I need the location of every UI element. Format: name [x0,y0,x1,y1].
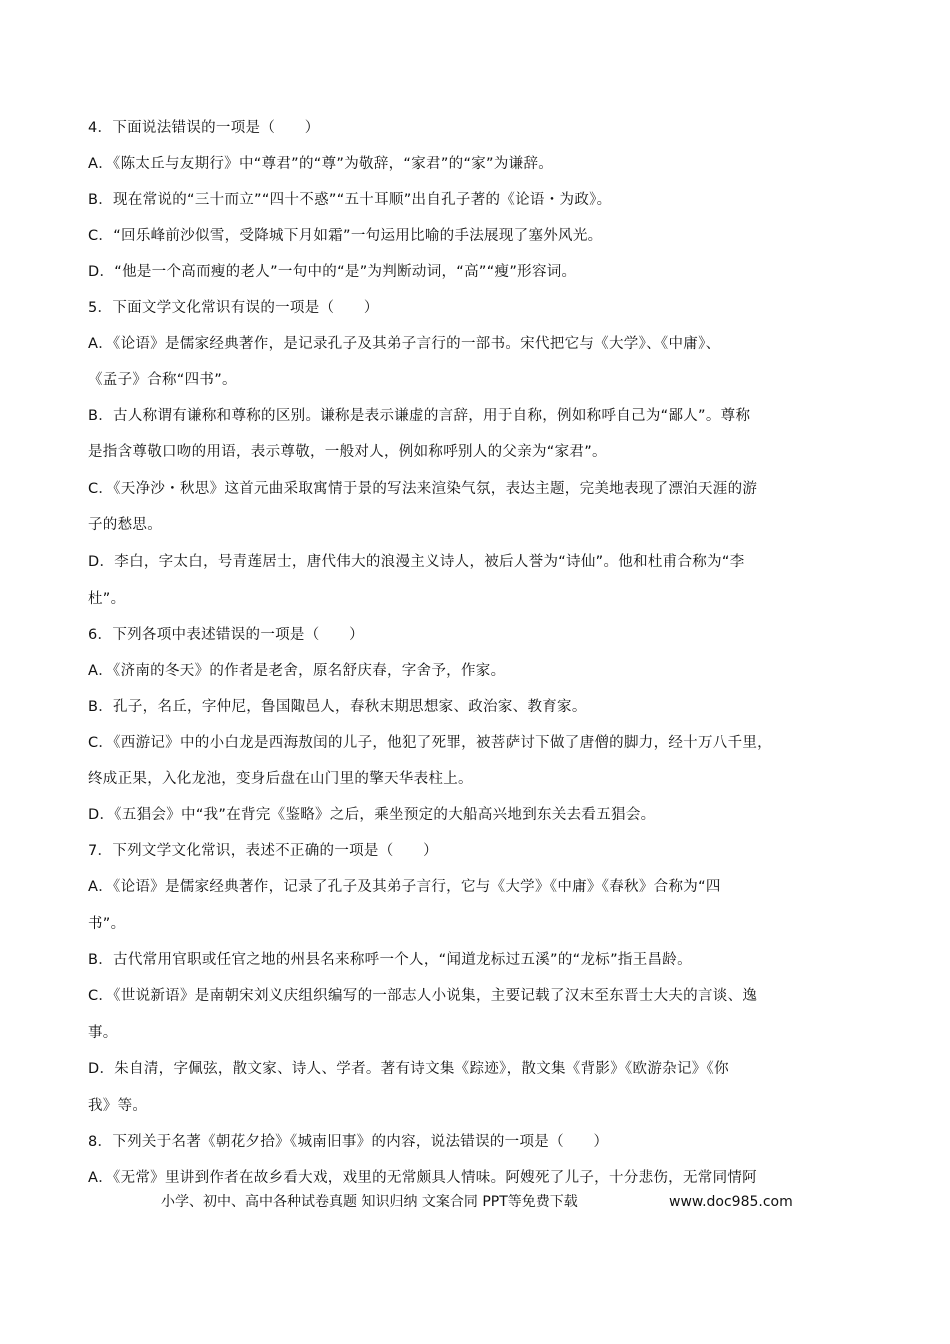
question-6-option-a: A．《济南的冬天》的作者是老舍，原名舒庆春，字舍予，作家。 [88,663,506,679]
footer-text: 小学、初中、高中各种试卷真题 知识归纳 文案合同 PPT等免费下载 [161,1194,578,1210]
question-4-stem: 4．下面说法错误的一项是（ ） [88,120,320,136]
question-7-option-a: A．《论语》是儒家经典著作，记录了孔子及其弟子言行，它与《大学》《中庸》《春秋》合称为“四 [88,879,721,895]
question-4-option-a: A．《陈太丘与友期行》中“尊君”的“尊”为敬辞，“家君”的“家”为谦辞。 [88,156,554,172]
question-5-option-a-cont: 《孟子》合称“四书”。 [88,372,237,388]
question-5-option-a: A．《论语》是儒家经典著作，是记录孔子及其弟子言行的一部书。宋代把它与《大学》、《中庸》、 [88,336,721,352]
question-6-option-c-cont: 终成正果，入化龙池，变身后盘在山门里的擎天华表柱上。 [88,771,473,787]
question-7-option-d-cont: 我》等。 [88,1098,148,1114]
question-4-option-c: C．“回乐峰前沙似雪，受降城下月如霜”一句运用比喻的手法展现了塞外风光。 [88,228,603,244]
question-5-option-c: C．《天净沙・秋思》这首元曲采取寓情于景的写法来渲染气氛，表达主题，完美地表现了漂泊天涯的游 [88,481,758,497]
question-7-stem: 7．下列文学文化常识，表述不正确的一项是（ ） [88,843,438,859]
question-7-option-a-cont: 书”。 [88,916,126,932]
question-4-option-d: D．“他是一个高而瘦的老人”一句中的“是”为判断动词，“高”“瘦”形容词。 [88,264,577,280]
question-6-option-b: B．孔子，名丘，字仲尼，鲁国陬邑人，春秋末期思想家、政治家、教育家。 [88,699,587,715]
question-8-stem: 8．下列关于名著《朝花夕拾》《城南旧事》的内容，说法错误的一项是（ ） [88,1134,609,1150]
question-7-option-c-cont: 事。 [88,1025,118,1041]
question-5-option-d: D．李白，字太白，号青莲居士，唐代伟大的浪漫主义诗人，被后人誉为“诗仙”。他和杜甫合称为“李 [88,554,745,570]
question-5-option-b-cont: 是指含尊敬口吻的用语，表示尊敬，一般对人，例如称呼别人的父亲为“家君”。 [88,444,607,460]
question-7-option-b: B．古代常用官职或任官之地的州县名来称呼一个人，“闻道龙标过五溪”的“龙标”指王昌龄。 [88,952,692,968]
question-6-stem: 6．下列各项中表述错误的一项是（ ） [88,627,364,643]
question-6-option-c: C．《西游记》中的小白龙是西海敖闰的儿子，他犯了死罪，被菩萨讨下做了唐僧的脚力，经十万八千里， [88,735,772,751]
question-5-option-b: B．古人称谓有谦称和尊称的区别。谦称是表示谦虚的言辞，用于自称，例如称呼自己为“鄙人”。尊称 [88,408,751,424]
question-5-stem: 5．下面文学文化常识有误的一项是（ ） [88,300,379,316]
question-7-option-c: C．《世说新语》是南朝宋刘义庆组织编写的一部志人小说集，主要记载了汉末至东晋士大夫的言谈、逸 [88,988,758,1004]
question-6-option-d: D．《五猖会》中“我”在背完《鉴略》之后，乘坐预定的大船高兴地到东关去看五猖会。 [88,807,656,823]
question-7-option-d: D．朱自清，字佩弦，散文家、诗人、学者。著有诗文集《踪迹》，散文集《背影》《欧游杂记》《你 [88,1061,729,1077]
footer-url-link[interactable]: www.doc985.com [669,1194,793,1210]
question-5-option-c-cont: 子的愁思。 [88,517,162,533]
question-5-option-d-cont: 杜”。 [88,591,126,607]
question-4-option-b: B．现在常说的“三十而立”“四十不惑”“五十耳顺”出自孔子著的《论语・为政》。 [88,192,612,208]
question-8-option-a: A．《无常》里讲到作者在故乡看大戏，戏里的无常颇具人情味。阿嫂死了儿子，十分悲伤，无常同情阿 [88,1170,757,1186]
